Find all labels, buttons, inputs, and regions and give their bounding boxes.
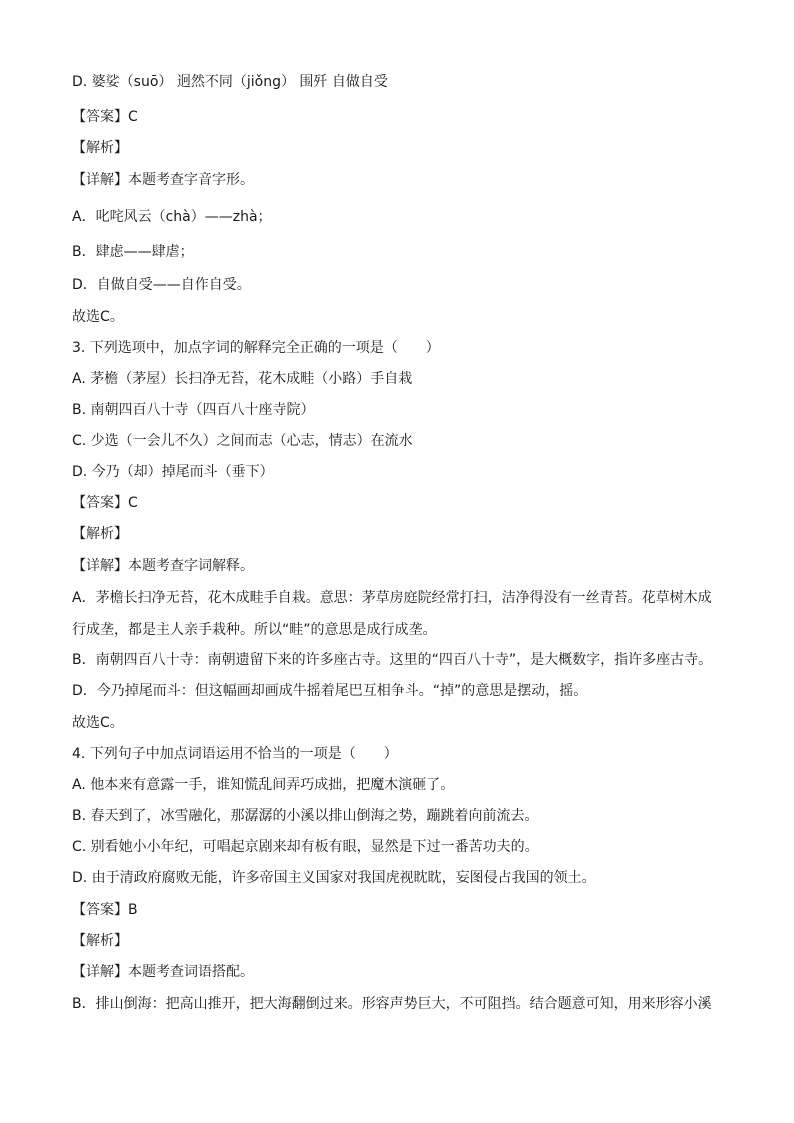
option-c: C. 别看她小小年纪，可唱起京剧来却有板有眼，显然是下过一番苦功夫的。	[72, 839, 539, 855]
detail-label: 【详解】本题考查词语搭配。	[72, 964, 254, 980]
text-line: B．肆虑——肆虐；	[72, 244, 194, 260]
question-4: 4. 下列句子中加点词语运用不恰当的一项是（ ）	[72, 746, 398, 762]
text-line: 行成垄，都是主人亲手栽种。所以“畦”的意思是成行成垄。	[72, 622, 437, 638]
text-line: B．南朝四百八十寺：南朝遗留下来的许多座古寺。这里的“四百八十寺”，是大概数字，指许多座古寺。	[72, 652, 713, 668]
option-d: D. 由于清政府腐败无能，许多帝国主义国家对我国虎视眈眈，妄图侵占我国的领土。	[72, 870, 596, 886]
text-line: B．排山倒海：把高山推开，把大海翻倒过来。形容声势巨大，不可阻挡。结合题意可知，用来形容小溪	[72, 996, 712, 1012]
option-d: D. 今乃（却）掉尾而斗（垂下）	[72, 464, 274, 480]
answer-label: 【答案】C	[72, 495, 138, 511]
text-line: A．茅檐长扫净无苔，花木成畦手自栽。意思：茅草房庭院经常打扫，洁净得没有一丝青苔。花草树木成	[72, 590, 712, 606]
analysis-label: 【解析】	[72, 140, 128, 156]
question-3: 3. 下列选项中，加点字词的解释完全正确的一项是（ ）	[72, 340, 440, 356]
text-line: A．叱咤风云（chà）——zhà；	[72, 209, 272, 225]
option-c: C. 少选（一会儿不久）之间而志（心志，情志）在流水	[72, 433, 413, 449]
option-a: A. 茅檐（茅屋）长扫净无苔，花木成畦（小路）手自栽	[72, 371, 413, 387]
analysis-label: 【解析】	[72, 933, 128, 949]
answer-label: 【答案】C	[72, 109, 138, 125]
option-b: B. 南朝四百八十寺（四百八十座寺院）	[72, 402, 315, 418]
text-line: D．自做自受——自作自受。	[72, 277, 251, 293]
option-b: B. 春天到了，冰雪融化，那潺潺的小溪以排山倒海之势，蹦跳着向前流去。	[72, 808, 539, 824]
text-line: 故选C。	[72, 309, 124, 325]
analysis-label: 【解析】	[72, 526, 128, 542]
detail-label: 【详解】本题考查字词解释。	[72, 558, 254, 574]
text-line: 故选C。	[72, 715, 124, 731]
option-a: A. 他本来有意露一手，谁知慌乱间弄巧成拙，把魔木演砸了。	[72, 777, 455, 793]
text-line: D. 婆娑（suō） 迥然不同（jiǒng） 围歼 自做自受	[72, 74, 388, 90]
text-line: D．今乃掉尾而斗：但这幅画却画成牛摇着尾巴互相争斗。“掉”的意思是摆动，摇。	[72, 683, 588, 699]
detail-label: 【详解】本题考查字音字形。	[72, 172, 254, 188]
answer-label: 【答案】B	[72, 902, 138, 918]
